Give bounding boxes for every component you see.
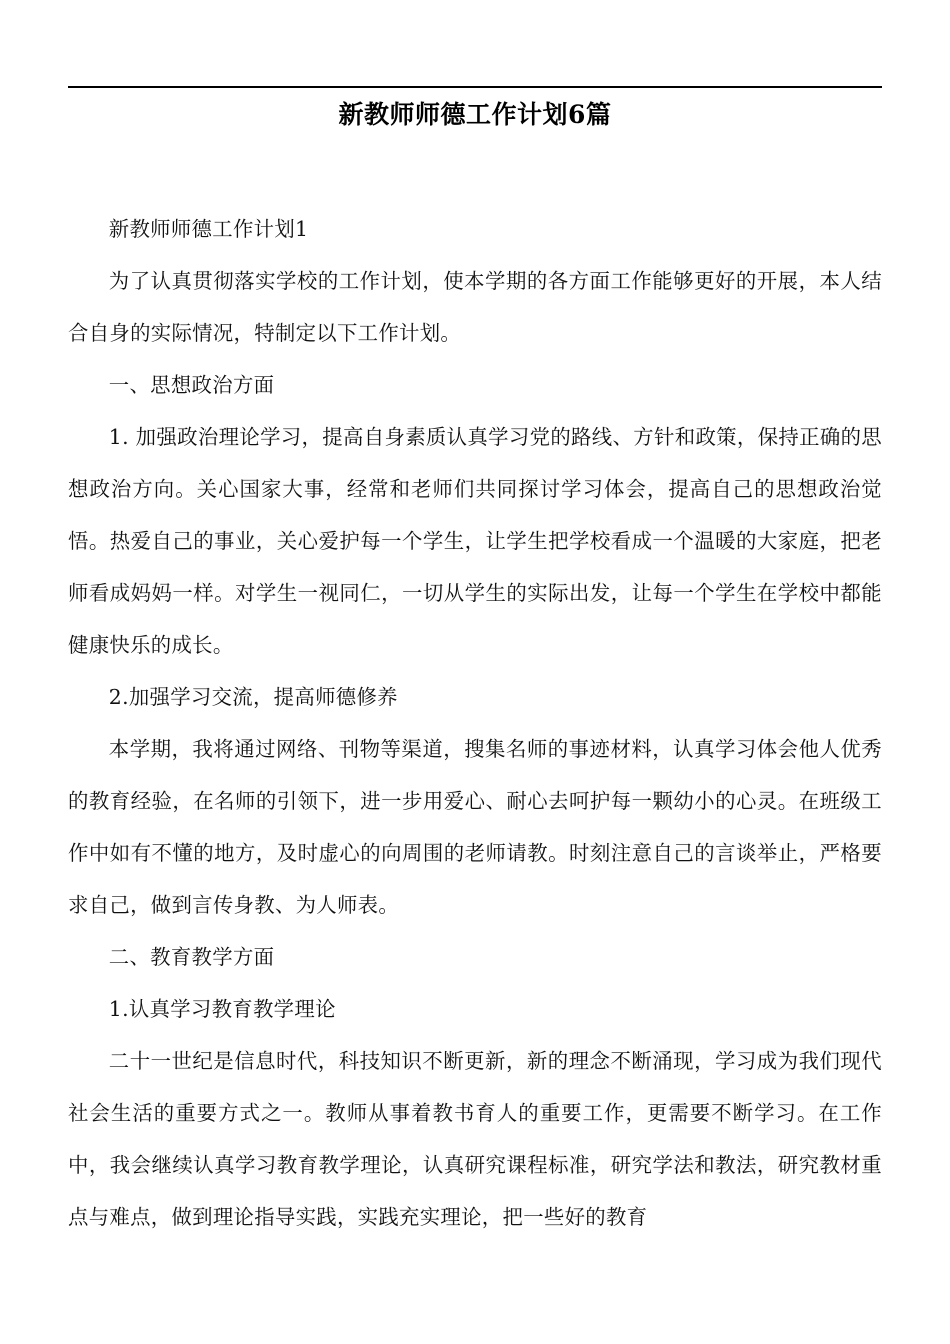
document-title: 新教师师德工作计划6篇: [338, 100, 612, 129]
paragraph-theory: 二十一世纪是信息时代，科技知识不断更新，新的理念不断涌现，学习成为我们现代社会生活的重要方式之一。教师从事着教书育人的重要工作，更需要不断学习。在工作中，我会继续认真学习教育教学理论，认真研究课程标准，研究学法和教法，研究教材重点与难点，做到理论指导实践，实践充实理论，把一些好的教育: [68, 1049, 882, 1229]
section-title: 新教师师德工作计划1: [108, 217, 309, 241]
subheading-theory: 1.认真学习教育教学理论: [108, 997, 336, 1021]
document-body: [68, 203, 882, 1243]
subheading-ethics: 2.加强学习交流，提高师德修养: [108, 685, 398, 709]
paragraph-political-study: 1. 加强政治理论学习，提高自身素质认真学习党的路线、方针和政策，保持正确的思想政治方向。关心国家大事，经常和老师们共同探讨学习体会，提高自己的思想政治觉悟。热爱自己的事业，关心爱护每一个学生，让学生把学校看成一个温暖的大家庭，把老师看成妈妈一样。对学生一视同仁，一切从学生的实际出发，让每一个学生在学校中都能健康快乐的成长。: [68, 425, 882, 657]
intro-paragraph: 为了认真贯彻落实学校的工作计划，使本学期的各方面工作能够更好的开展，本人结合自身的实际情况，特制定以下工作计划。: [68, 269, 882, 345]
header-rule: [68, 86, 882, 88]
paragraph-ethics: 本学期，我将通过网络、刊物等渠道，搜集名师的事迹材料，认真学习体会他人优秀的教育经验，在名师的引领下，进一步用爱心、耐心去呵护每一颗幼小的心灵。在班级工作中如有不懂的地方，及时虚心的向周围的老师请教。时刻注意自己的言谈举止，严格要求自己，做到言传身教、为人师表。: [68, 737, 882, 917]
heading-teaching: 二、教育教学方面: [108, 945, 275, 969]
heading-political: 一、思想政治方面: [108, 373, 275, 397]
